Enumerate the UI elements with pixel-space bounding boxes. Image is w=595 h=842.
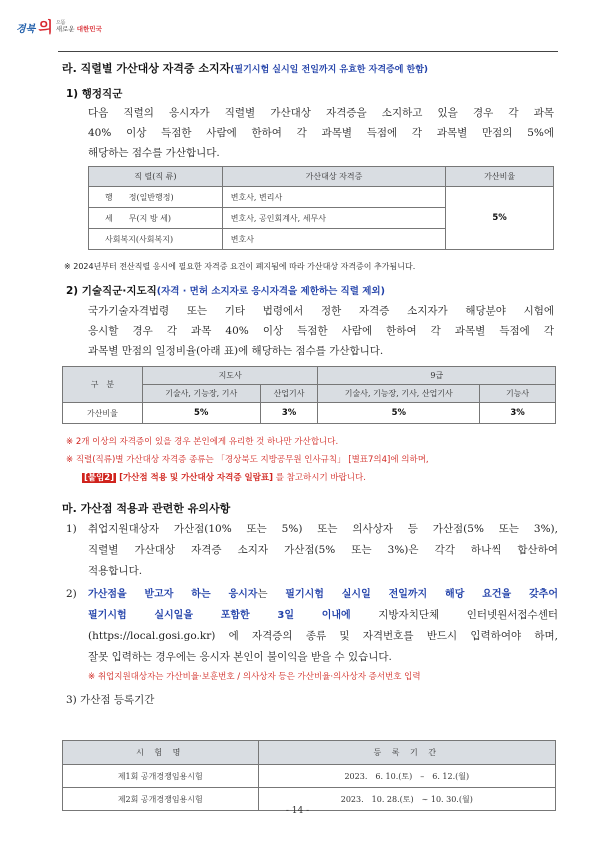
- logo-script-text: 경북: [16, 23, 36, 35]
- admin-paragraph: 다음 직렬의 응시자가 직렬별 가산대상 자격증을 소지하고 있을 경우 각 과목 40% 이상 득점한 사람에 한하여 각 과목별 득점에 각 과목별 만점의 5%에 해당하는 점수를 가산합니다.: [88, 107, 554, 159]
- table-header: 기능사: [480, 385, 556, 403]
- table-header: 기술사, 기능장, 기사, 산업기사: [318, 385, 480, 403]
- table-group-header: 지도사: [142, 367, 318, 385]
- tech-rate-table: [62, 366, 556, 424]
- section-ra-title: 라. 직렬별 가산대상 자격증 소지자(필기시험 실시일 전일까지 유효한 자격증에 한함): [62, 62, 429, 75]
- tech-note-2: ※ 직렬(직류)별 가산대상 자격증 종류는 「경상북도 지방공무원 인사규칙」 [별표7의4]에 의하며,: [66, 455, 429, 465]
- list-item: 1) 취업지원대상자 가산점(10% 또는 5%) 또는 의사상자 등 가산점(5% 또는 3%), 직렬별 가산대상 자격증 소지자 가산점(5% 또는 3%)은 각각 하나씩 합산하여 적용합니다.: [66, 523, 558, 577]
- admin-heading: 1) 행정직군: [66, 88, 123, 100]
- table-row: 제1회 공개경쟁임용시험 2023. 6. 10.(토) – 6. 12.(월): [63, 765, 556, 788]
- list-item: 3) 가산점 등록기간: [66, 694, 155, 706]
- table-row: 가산비율 5% 3% 5% 3%: [63, 403, 556, 424]
- table-corner: 구 분: [63, 367, 143, 403]
- admin-cert-table: [88, 166, 554, 250]
- table-row: 사회복지(사회복지) 변호사: [89, 229, 554, 250]
- tech-paragraph: 국가기술자격법령 또는 기타 법령에서 정한 자격증 소지자가 해당분야 시험에 응시할 경우 각 과목 40% 이상 득점한 사람에 한하여 각 과목별 득점에 각 과목별 만점의 일정비율(아래 표)에 해당하는 점수를 가산합니다.: [88, 305, 554, 357]
- admin-note: ※ 2024년부터 전산직렬 응시에 필요한 자격증 요건이 폐지됨에 따라 가산대상 자격증이 추가됨니다.: [64, 262, 416, 271]
- logo-small-text: 으뜸: [55, 19, 66, 26]
- table-header: 기술사, 기능장, 기사: [142, 385, 260, 403]
- table-header: 직 렬(직 류): [89, 167, 223, 187]
- list-item: 2) 가산점을 받고자 하는 응시자는 필기시험 실시일 전일까지 해당 요건을 갖추어 필기시험 실시일을 포함한 3일 이내에 지방자치단체 인터넷원서접수센터 (https://local.gosi.go.kr) 에 자격증의 종류 및 자격번호를 반드시 입력하여야 하며, 잘못 입력하는 경우에는 응시자 본인이 불이익을 받을 수 있습니다.: [66, 588, 558, 663]
- section-ma-title: 마. 가산점 적용과 관련한 유의사항: [62, 502, 231, 515]
- header-rule: [58, 51, 558, 52]
- tech-note-3: [붙임2] [가산점 적용 및 가산대상 자격증 일람표] 를 참고하시기 바랍니다.: [84, 473, 366, 483]
- tech-heading: 2) 기술직군·지도직(자격 · 면허 소지자로 응시자격을 제한하는 직렬 제외): [66, 285, 385, 297]
- rate-cell: 5%: [446, 187, 554, 250]
- registration-period-table: [62, 740, 556, 811]
- table-header: 등 록 기 간: [258, 741, 555, 765]
- table-header: 가산대상 자격증: [222, 167, 445, 187]
- table-row: 제2회 공개경쟁임용시험 2023. 10. 28.(토) ∼ 10. 30.(월): [63, 788, 556, 811]
- gyeongbuk-logo: [16, 16, 102, 38]
- attachment-tag: [붙임2]: [84, 473, 115, 483]
- page-number: - 14 -: [285, 806, 310, 816]
- registration-note: ※ 취업지원대상자는 가산비율·보훈번호 / 의사상자 등은 가산비율·의사상자 증서번호 입력: [88, 672, 421, 682]
- logo-mark: 의: [38, 17, 53, 36]
- table-row: 세 무(지 방 세) 변호사, 공인회계사, 세무사: [89, 208, 554, 229]
- table-header: 산업기사: [260, 385, 318, 403]
- table-header: 시 험 명: [63, 741, 259, 765]
- logo-slogan: [56, 21, 102, 33]
- tech-note-1: ※ 2개 이상의 자격증이 있을 경우 본인에게 유리한 것 하나만 가산합니다.: [66, 437, 339, 447]
- table-row: 행 정(일반행정) 변호사, 변리사 5%: [89, 187, 554, 208]
- logo-sub-text: 새로운 대한민국: [55, 25, 102, 34]
- table-header: 가산비율: [446, 167, 554, 187]
- table-group-header: 9급: [318, 367, 556, 385]
